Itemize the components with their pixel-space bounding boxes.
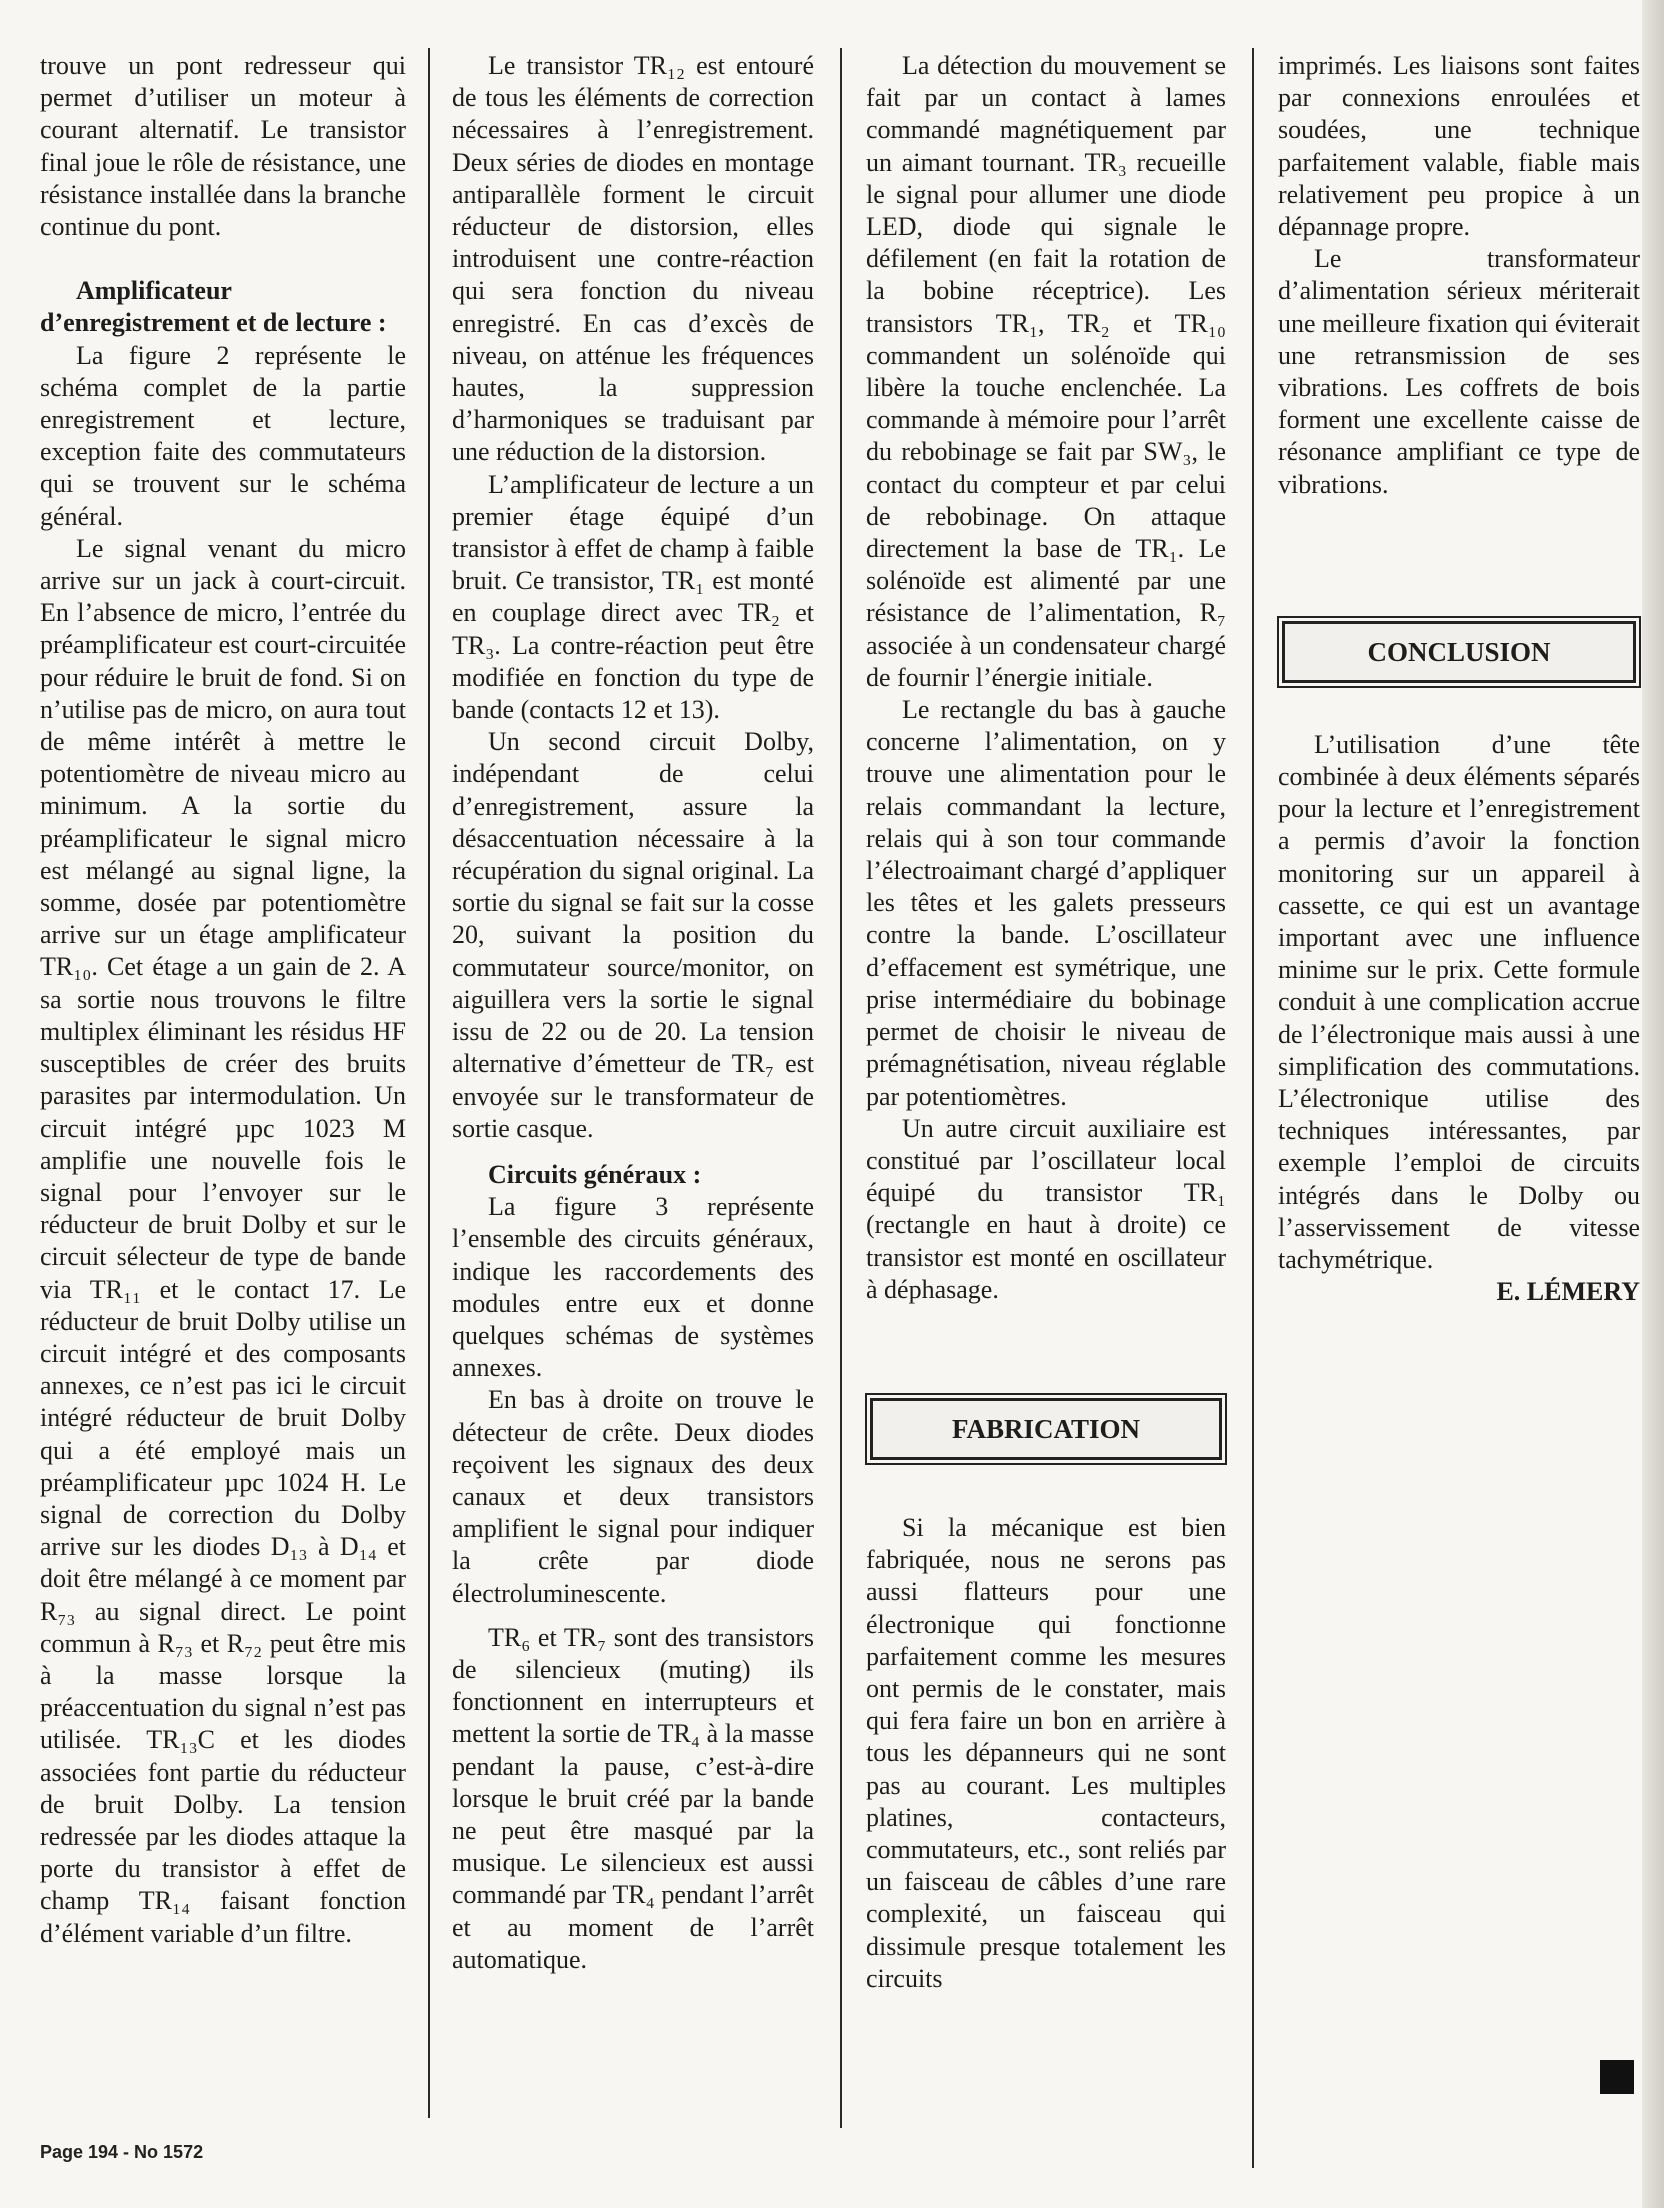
page-edge: [1642, 0, 1664, 2208]
paragraph: imprimés. Les liaisons sont faites par connexions enroulées et soudées, une technique parfaitement valable, fiable mais relativement peu propice à un dépannage propre.: [1278, 51, 1640, 242]
paragraph: Si la mécanique est bien fabriquée, nous ne serons pas aussi flatteurs pour une électronique qui fonctionne parfaitement comme les mesures ont permis de le constater, mais qui fera faire un bon en arrière à tous les dépanneurs qui ne sont pas au courant. Les multiples platines, contacteurs, commutateurs, etc., sont reliés par un faisceau de câbles d’une rare complexité, un faisceau qui dissimule presque totalement les circuits: [866, 1512, 1226, 1993]
page-folio: Page 194 - No 1572: [40, 2142, 204, 2162]
column-3: [866, 50, 1226, 1995]
column-rule: [840, 48, 842, 2128]
author-signature: E. LÉMERY: [1496, 1277, 1640, 1307]
column-4: [1278, 50, 1640, 1309]
paragraph: Le transistor TR₁₂ est entouré de tous les éléments de correction nécessaires à l’enregistrement. Deux séries de diodes en montage antiparallèle forment le circuit réducteur de distorsion, elles introduisent une contre-réaction qui sera fonction du niveau enregistré. En cas d’excès de niveau, on atténue les fréquences hautes, la suppression d’harmoniques se traduisant par une réduction de la distorsion.: [452, 51, 814, 467]
section-heading: Amplificateur d’enregistrement et de lecture :: [40, 276, 387, 338]
paragraph: La détection du mouvement se fait par un contact à lames commandé magnétiquement par un aimant tournant. TR₃ recueille le signal pour allumer une diode LED, diode qui signale le défilement (en fait la rotation de la bobine réceptrice). Les transistors TR₁, TR₂ et TR₁₀ commandent un solénoïde qui libère la touche enclenchée. La commande à mémoire pour l’arrêt du rebobinage se fait par SW₃, le contact du compteur et par celui de rebobinage. On attaque directement la base de TR₁. Le solénoïde est alimenté par une résistance de l’alimentation, R₇ associée à un condensateur chargé de fournir l’énergie initiale.: [866, 51, 1226, 692]
box-title-conclusion: CONCLUSION: [1282, 621, 1636, 683]
paragraph: Le transformateur d’alimentation sérieux mériterait une meilleure fixation qui éviterait une retransmission de ses vibrations. Les coffrets de bois forment une excellente caisse de résonance amplifiant ce type de vibrations.: [1278, 244, 1640, 499]
paragraph: trouve un pont redresseur qui permet d’utiliser un moteur à courant alternatif. Le transistor final joue le rôle de résistance, une résistance installée dans la branche continue du pont.: [40, 51, 406, 242]
box-title-fabrication: FABRICATION: [870, 1398, 1222, 1460]
column-rule: [1252, 48, 1254, 2168]
paragraph: L’amplificateur de lecture a un premier étage équipé d’un transistor à effet de champ à faible bruit. Ce transistor, TR₁ est monté en couplage direct avec TR₂ et TR₃. La contre-réaction peut être modifiée en fonction du type de bande (contacts 12 et 13).: [452, 469, 814, 725]
paragraph: Le signal venant du micro arrive sur un jack à court-circuit. En l’absence de micro, l’entrée du préamplificateur est court-circuitée pour réduire le bruit de fond. Si on n’utilise pas de micro, on aura tout de même intérêt à mettre le potentiomètre de niveau micro au minimum. A la sortie du préamplificateur le signal micro est mélangé au signal ligne, la somme, dosée par potentiomètre arrive sur un étage amplificateur TR₁₀. Cet étage a un gain de 2. A sa sortie nous trouvons le filtre multiplex éliminant les résidus HF susceptibles de créer des bruits parasites par intermodulation. Un circuit intégré µpc 1023 M amplifie une nouvelle fois le signal pour l’envoyer sur le réducteur de bruit Dolby et sur le circuit sélecteur de type de bande via TR₁₁ et le contact 17. Le réducteur de bruit Dolby utilise un circuit intégré et des composants annexes, ce n’est pas ici le circuit intégré réducteur de bruit Dolby qui a été employé mais un préamplificateur µpc 1024 H. Le signal de correction du Dolby arrive sur les diodes D₁₃ à D₁₄ et doit être mélangé à ce moment par R₇₃ au signal direct. Le point commun à R₇₃ et R₇₂ peut être mis à la masse lorsque la préaccentuation du signal n’est pas utilisée. TR₁₃C et les diodes associées font partie du réducteur de bruit Dolby. La tension redressée par les diodes attaque la porte du transistor à effet de champ TR₁₄ faisant fonction d’élément variable d’un filtre.: [40, 533, 406, 1948]
paragraph: La figure 3 représente l’ensemble des circuits généraux, indique les raccordements des modules entre eux et donne quelques schémas de systèmes annexes.: [452, 1192, 814, 1383]
end-of-article-mark: [1600, 2060, 1634, 2094]
paragraph: Un autre circuit auxiliaire est constitué par l’oscillateur local équipé du transistor TR₁ (rectangle en haut à droite) ce transistor est monté en oscillateur à déphasage.: [866, 1113, 1226, 1304]
paragraph: En bas à droite on trouve le détecteur de crête. Deux diodes reçoivent les signaux des deux canaux et deux transistors amplifient le signal pour indiquer la crête par diode électroluminescente.: [452, 1385, 814, 1608]
paragraph: L’utilisation d’une tête combinée à deux éléments séparés pour la lecture et l’enregistrement a permis d’avoir la fonction monitoring sur un appareil à cassette, ce qui est un avantage important avec une influence minime sur le prix. Cette formule conduit à une complication accrue de l’électronique mais aussi à une simplification des commutations. L’électronique utilise des techniques intéressantes, par exemple l’emploi de circuits intégrés dans le Dolby ou l’asservissement de vitesse tachymétrique.: [1278, 729, 1640, 1275]
column-2: [452, 50, 814, 1976]
column-rule: [428, 48, 430, 2118]
paragraph: Un second circuit Dolby, indépendant de celui d’enregistrement, assure la désaccentuation nécessaire à la récupération du signal original. La sortie du signal se fait sur la cosse 20, suivant la position du commutateur source/monitor, on aiguillera vers la sortie le signal issu de 22 ou de 20. La tension alternative d’émetteur de TR₇ est envoyée sur le transformateur de sortie casque.: [452, 727, 814, 1143]
paragraph: La figure 2 représente le schéma complet de la partie enregistrement et lecture, exception faite des commutateurs qui se trouvent sur le schéma général.: [40, 340, 406, 531]
section-heading: Circuits généraux :: [488, 1159, 702, 1189]
paragraph: Le rectangle du bas à gauche concerne l’alimentation, on y trouve une alimentation pour le relais commandant la lecture, relais qui à son tour commande l’électroaimant chargé d’appliquer les têtes et les galets presseurs contre la bande. L’oscillateur d’effacement est symétrique, une prise intermédiaire du bobinage permet de choisir le niveau de prémagnétisation, niveau réglable par potentiomètres.: [866, 695, 1226, 1111]
column-1: [40, 50, 406, 1950]
paragraph: TR₆ et TR₇ sont des transistors de silencieux (muting) ils fonctionnent en interrupteurs et mettent la sortie de TR₄ à la masse pendant la pause, c’est-à-dire lorsque le bruit créé par la bande ne peut être masqué par la musique. Le silencieux est aussi commandé par TR₄ pendant l’arrêt et au moment de l’arrêt automatique.: [452, 1622, 814, 1974]
